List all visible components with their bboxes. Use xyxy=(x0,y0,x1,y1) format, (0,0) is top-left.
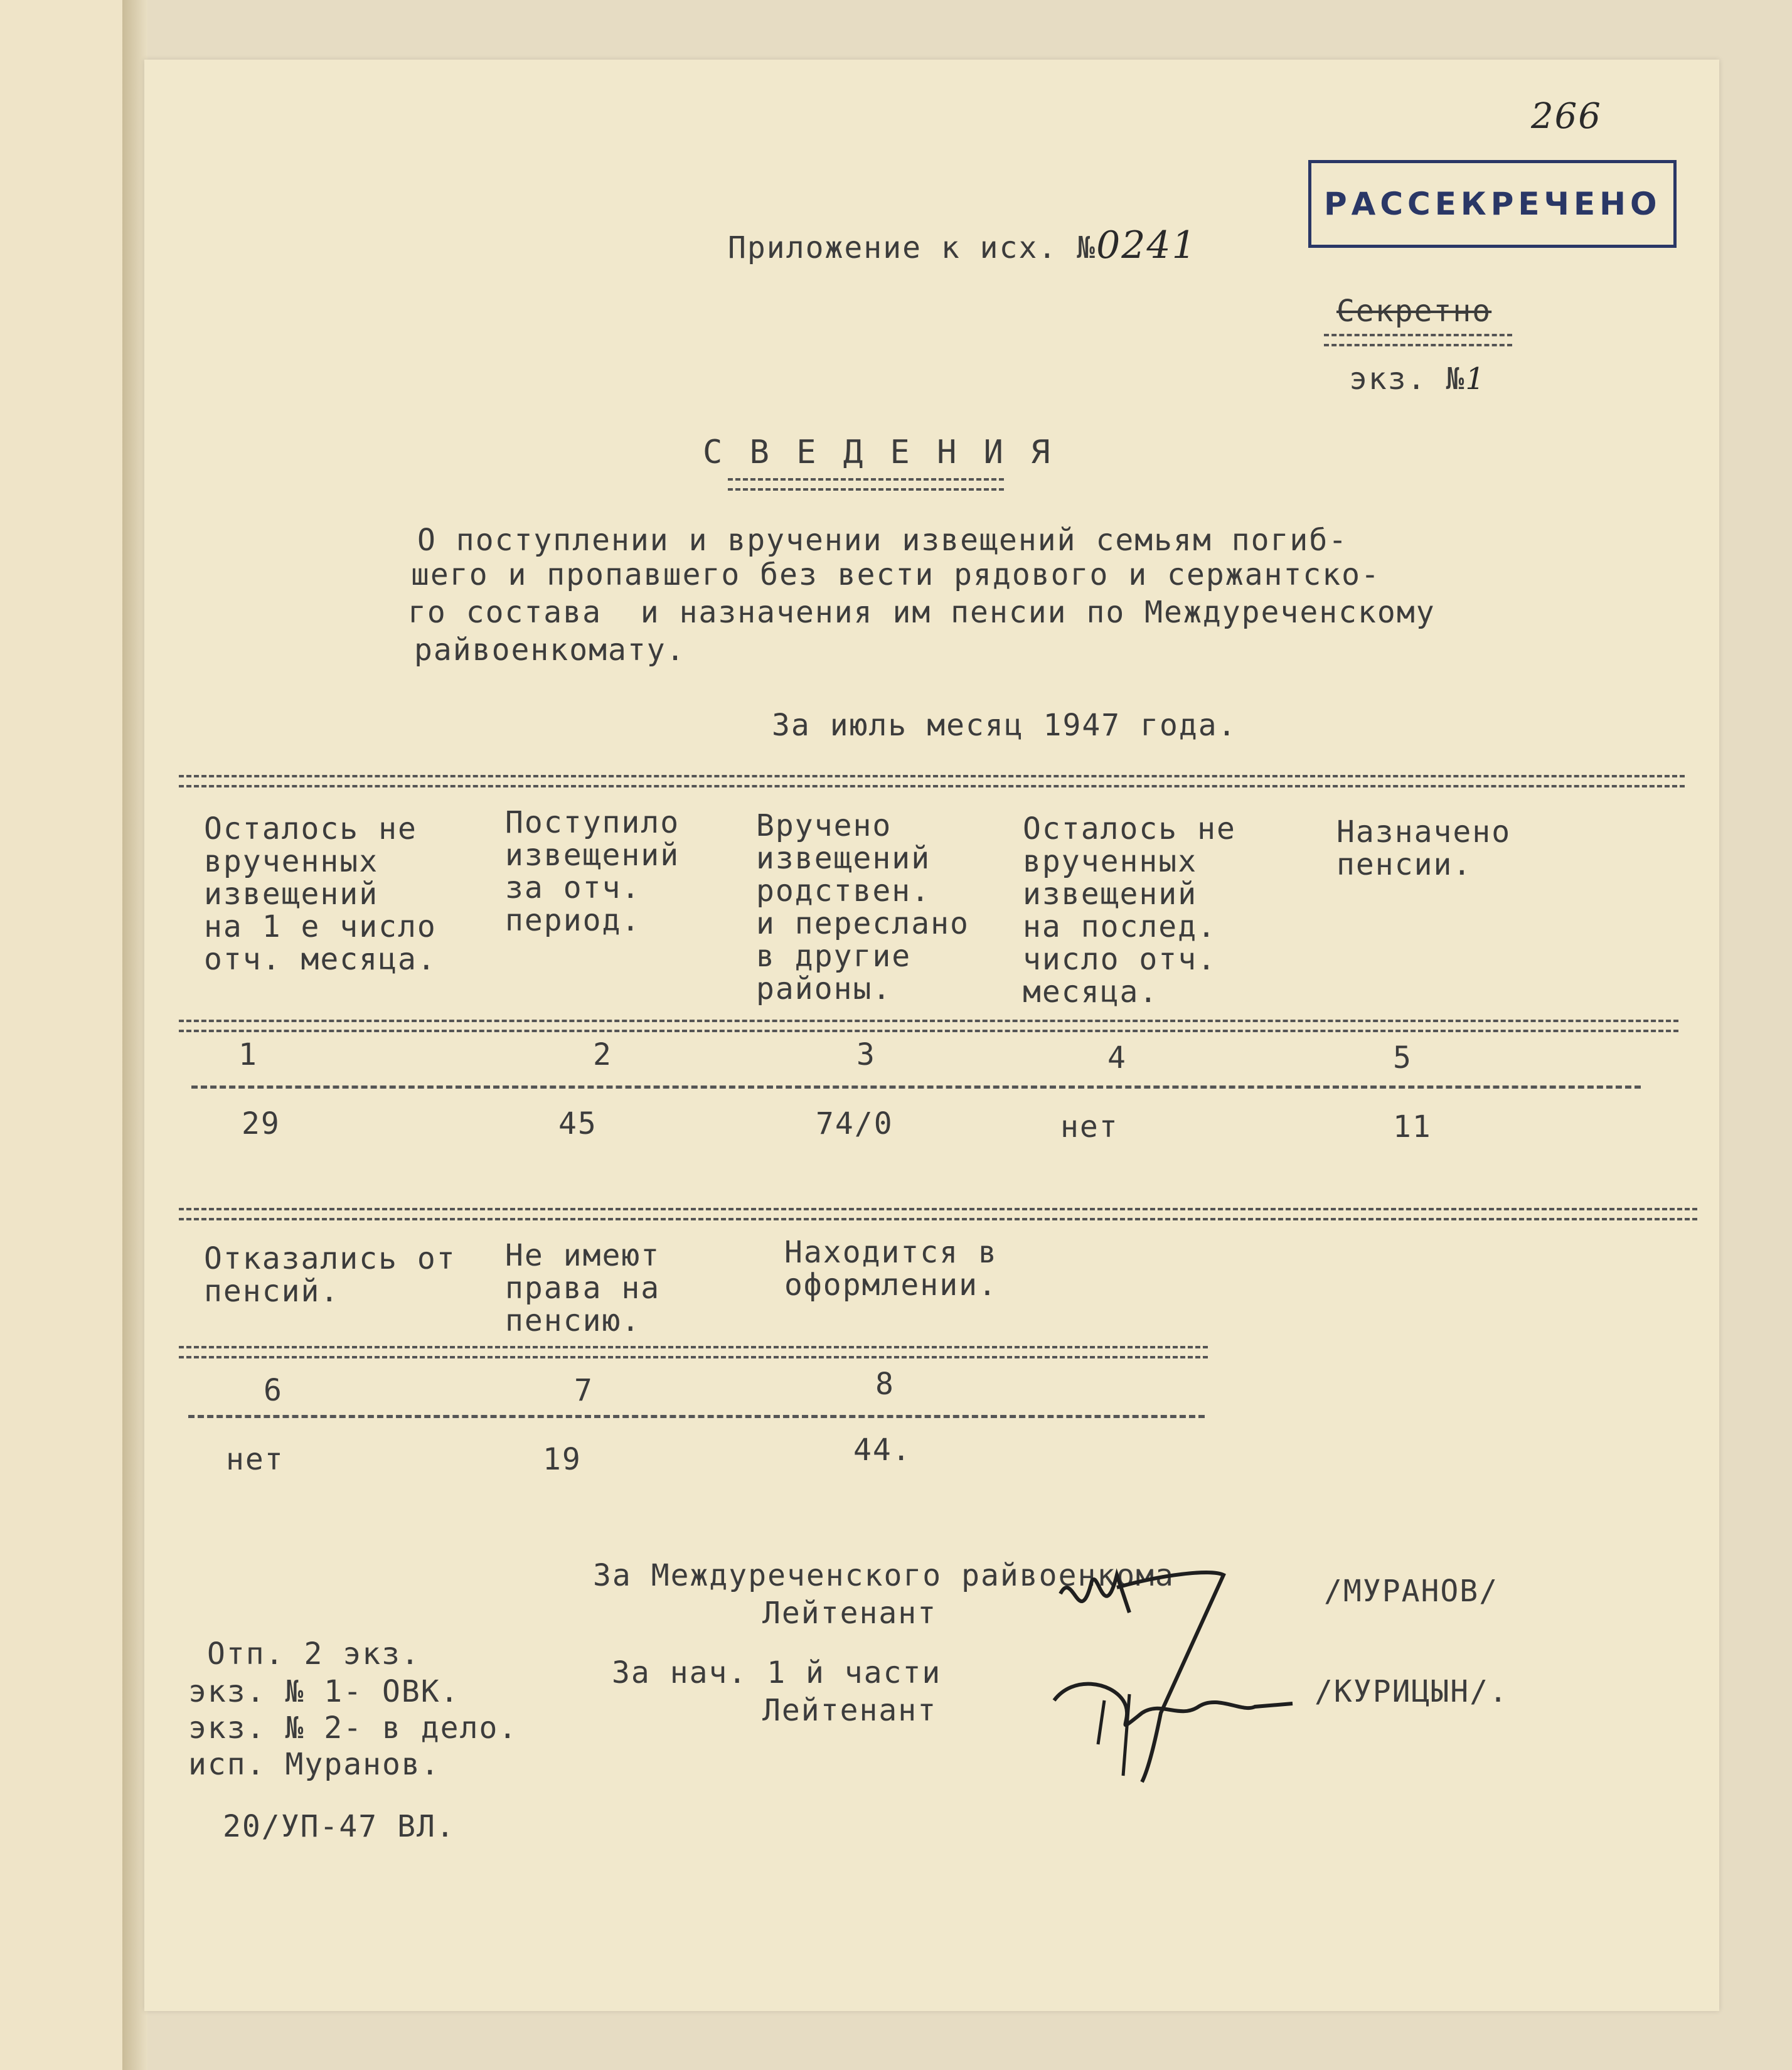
t2-value: 44. xyxy=(853,1432,912,1468)
t1-value: 29 xyxy=(242,1106,280,1141)
t2-value: нет xyxy=(226,1442,284,1477)
table1-top-rule xyxy=(179,775,1685,787)
t1-header-col3: Вручено извещений родствен. и переслано в другие районы. xyxy=(756,808,969,1006)
t1-header-col5: Назначено пенсии. xyxy=(1336,814,1512,882)
secret-mark: Секретно xyxy=(1336,294,1492,329)
t1-colnum: 1 xyxy=(238,1037,258,1072)
appendix-label: Приложение к исх. № xyxy=(728,230,1097,265)
title-underline xyxy=(728,478,1004,491)
copy-label: экз. № xyxy=(1349,361,1466,397)
secret-underline xyxy=(1324,334,1512,346)
t1-header-col2: Поступило извещений за отч. период. xyxy=(505,805,680,938)
t2-colnum: 7 xyxy=(574,1373,594,1408)
appendix-number: 0241 xyxy=(1096,223,1197,267)
page-number: 266 xyxy=(1531,96,1602,137)
table1-number-rule xyxy=(191,1086,1641,1089)
signature2-rank: Лейтенант xyxy=(762,1693,937,1728)
copy-number: 1 xyxy=(1465,361,1486,397)
left-page xyxy=(0,0,137,2070)
handwritten-signatures xyxy=(1035,1556,1299,1795)
t2-header-col7: Не имеют права на пенсию. xyxy=(505,1238,661,1338)
t2-colnum: 6 xyxy=(264,1373,283,1408)
appendix-line xyxy=(728,223,1197,267)
copy-line xyxy=(1349,363,1486,395)
intro-line: шего и пропавшего без вести рядового и сержантско- xyxy=(411,557,1380,592)
t1-colnum: 2 xyxy=(593,1037,612,1072)
t1-header-col1: Осталось не врученных извещений на 1 е число отч. месяца. xyxy=(204,811,437,977)
t1-value: нет xyxy=(1060,1109,1119,1144)
table2-header-rule xyxy=(179,1346,1208,1358)
t2-header-col8: Находится в оформлении. xyxy=(784,1235,998,1303)
table2-number-rule xyxy=(188,1415,1205,1418)
t1-value: 45 xyxy=(558,1106,597,1141)
table2-top-rule xyxy=(179,1208,1697,1220)
binding-shadow xyxy=(122,0,147,2070)
declassified-stamp: РАССЕКРЕЧЕНО xyxy=(1308,160,1677,248)
signature1-rank: Лейтенант xyxy=(762,1596,937,1631)
reference-code: 20/УП-47 ВЛ. xyxy=(223,1809,456,1844)
t2-colnum: 8 xyxy=(875,1367,895,1402)
t1-header-col4: Осталось не врученных извещений на послед. число отч. месяца. xyxy=(1023,811,1236,1010)
t2-header-col6: Отказались от пенсий. xyxy=(204,1241,456,1309)
document-title: С В Е Д Е Н И Я xyxy=(703,434,1054,471)
table1-header-rule xyxy=(179,1020,1678,1032)
distribution-line: экз. № 2- в дело. xyxy=(188,1710,518,1746)
t1-colnum: 3 xyxy=(856,1037,876,1072)
t1-value: 11 xyxy=(1393,1109,1432,1144)
signature1-title: За Междуреченского райвоенкома xyxy=(593,1558,1175,1593)
intro-line: О поступлении и вручении извещений семьям погиб- xyxy=(417,523,1348,558)
t1-value: 74/0 xyxy=(816,1106,893,1141)
signature2-name: /КУРИЦЫН/. xyxy=(1315,1674,1508,1709)
period-line: За июль месяц 1947 года. xyxy=(772,708,1237,743)
t1-colnum: 5 xyxy=(1393,1040,1412,1075)
signature2-title: За нач. 1 й части xyxy=(612,1655,942,1690)
distribution-line: Отп. 2 экз. xyxy=(207,1636,420,1672)
t1-colnum: 4 xyxy=(1107,1040,1127,1075)
distribution-line: исп. Муранов. xyxy=(188,1747,440,1782)
signature1-name: /МУРАНОВ/ xyxy=(1324,1574,1499,1609)
intro-line: го состава и назначения им пенсии по Междуреченскому xyxy=(408,595,1436,630)
intro-line: райвоенкомату. xyxy=(414,632,686,668)
t2-value: 19 xyxy=(543,1442,582,1477)
distribution-line: экз. № 1- ОВК. xyxy=(188,1674,460,1709)
